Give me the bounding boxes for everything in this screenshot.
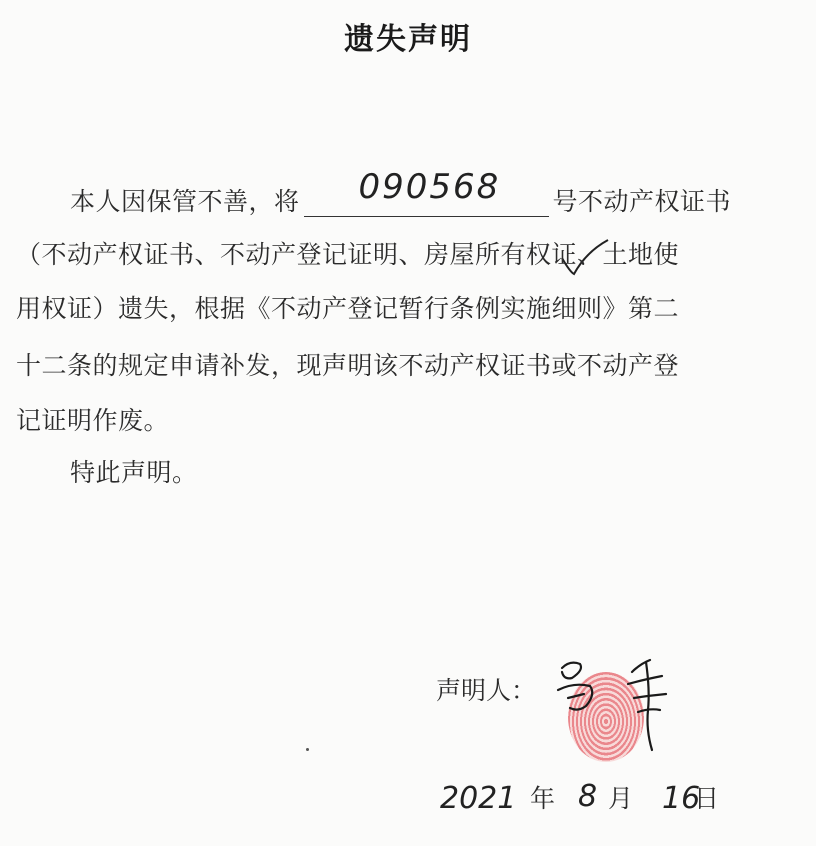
handwritten-signature [550,650,680,760]
date-day: 16 [662,781,701,816]
certificate-number-blank [304,167,549,217]
date-month-unit: 月 [608,784,634,813]
date-month: 8 [578,779,598,814]
paragraph-line-5: 记证明作废。 [16,406,170,435]
paragraph-line-3: 用权证）遗失，根据《不动产登记暂行条例实施细则》第二 [16,294,680,323]
date-year: 2021 [440,781,517,816]
line1-suffix: 号不动产权证书 [552,187,732,216]
date-day-unit: 日 [694,784,720,813]
date-year-unit: 年 [530,784,556,813]
date-line [440,779,740,824]
closing-line: 特此声明。 [70,458,198,487]
paragraph-line-4: 十二条的规定申请补发，现声明该不动产权证书或不动产登 [16,351,680,380]
paragraph-line-1 [70,167,816,217]
signer-label: 声明人： [436,676,537,705]
paragraph-line-2: （不动产权证书、不动产登记证明、房屋所有权证、土地使 [16,240,680,269]
ink-dot [306,748,309,751]
document-title: 遗失声明 [344,22,472,57]
certificate-number: 090568 [358,167,501,207]
line1-prefix: 本人因保管不善，将 [70,187,300,216]
